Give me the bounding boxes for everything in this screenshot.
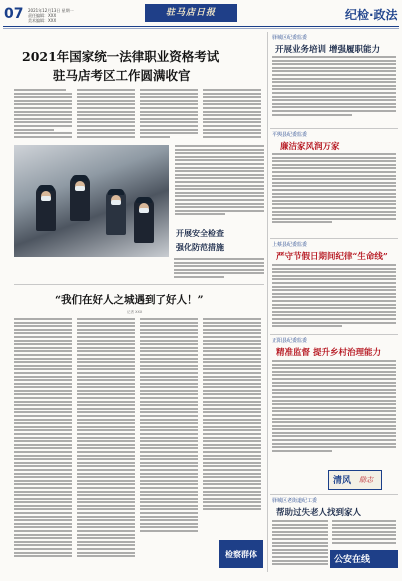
section-title: 纪检·政法 — [345, 8, 398, 22]
text-column — [203, 89, 261, 139]
item4-body — [272, 360, 396, 460]
photo-caption-text — [174, 258, 264, 278]
photo-caption-title: 开展安全检查 — [176, 228, 224, 238]
text-column — [203, 318, 261, 512]
item5-title: 帮助过失老人找到家人 — [276, 508, 362, 518]
main-headline-line1: 2021年国家统一法律职业资格考试 — [22, 49, 220, 64]
item1-body — [272, 56, 396, 118]
page-number: 07 — [4, 6, 24, 22]
lead-article-body — [14, 89, 264, 144]
newspaper-logo: 驻马店日报 — [145, 4, 237, 22]
item3-tag: 上蔡县纪委监委 — [272, 242, 308, 248]
story-title: “我们在好人之城遇到了好人！” — [55, 294, 204, 306]
item2-body — [272, 153, 396, 223]
divider — [270, 128, 398, 129]
item4-tag: 正阳县纪委监委 — [272, 338, 308, 344]
meta-line: 2021年12月13日 星期一 — [28, 8, 74, 13]
photo-caption-sub: 强化防范措施 — [176, 242, 224, 252]
text-column — [14, 318, 72, 559]
bottom-stamp: 检察群体 — [219, 540, 263, 568]
divider — [14, 284, 264, 285]
divider — [270, 494, 398, 495]
text-column — [77, 318, 135, 559]
issue-meta — [28, 8, 78, 23]
item3-title: 严守节假日期间纪律“生命线” — [276, 252, 388, 262]
photo-caption — [176, 226, 224, 254]
clean-badge-sub: 励志 — [359, 476, 373, 484]
clean-badge — [328, 470, 382, 490]
person-figure — [134, 197, 154, 243]
item3-body — [272, 264, 396, 328]
divider — [270, 238, 398, 239]
police-online-label: 公安在线 — [334, 555, 371, 565]
item5-body — [272, 520, 328, 570]
header-rule — [3, 26, 399, 27]
item4-title: 精准监督 提升乡村治理能力 — [276, 348, 381, 358]
text-column — [140, 318, 198, 534]
column-divider — [267, 32, 268, 572]
item1-title: 开展业务培训 增强履职能力 — [275, 45, 380, 55]
meta-line: 美术编辑：XXX — [28, 18, 57, 23]
clean-badge-main: 清风 — [333, 476, 352, 486]
side-article-body — [175, 145, 264, 225]
story-byline: 记者 XXX — [127, 310, 143, 314]
person-figure — [106, 189, 126, 235]
story-body — [14, 318, 264, 568]
divider — [270, 334, 398, 335]
text-column — [14, 89, 72, 139]
main-headline-line2: 驻马店考区工作圆满收官 — [53, 68, 191, 83]
item5-tag: 驿城区老街道纪工委 — [272, 498, 318, 504]
item1-tag: 驿城区纪委监委 — [272, 35, 308, 41]
item5-body-right — [332, 520, 396, 546]
news-photo — [14, 145, 169, 257]
header-rule-thin — [3, 28, 399, 29]
item2-title: 廉洁家风润万家 — [280, 142, 340, 152]
meta-line: 责任编辑：XXX — [28, 13, 57, 18]
police-online-badge — [330, 550, 398, 568]
text-column — [140, 89, 198, 139]
person-figure — [70, 175, 90, 221]
item2-tag: 平舆县纪委监委 — [272, 132, 308, 138]
person-figure — [36, 185, 56, 231]
text-column — [77, 89, 135, 139]
